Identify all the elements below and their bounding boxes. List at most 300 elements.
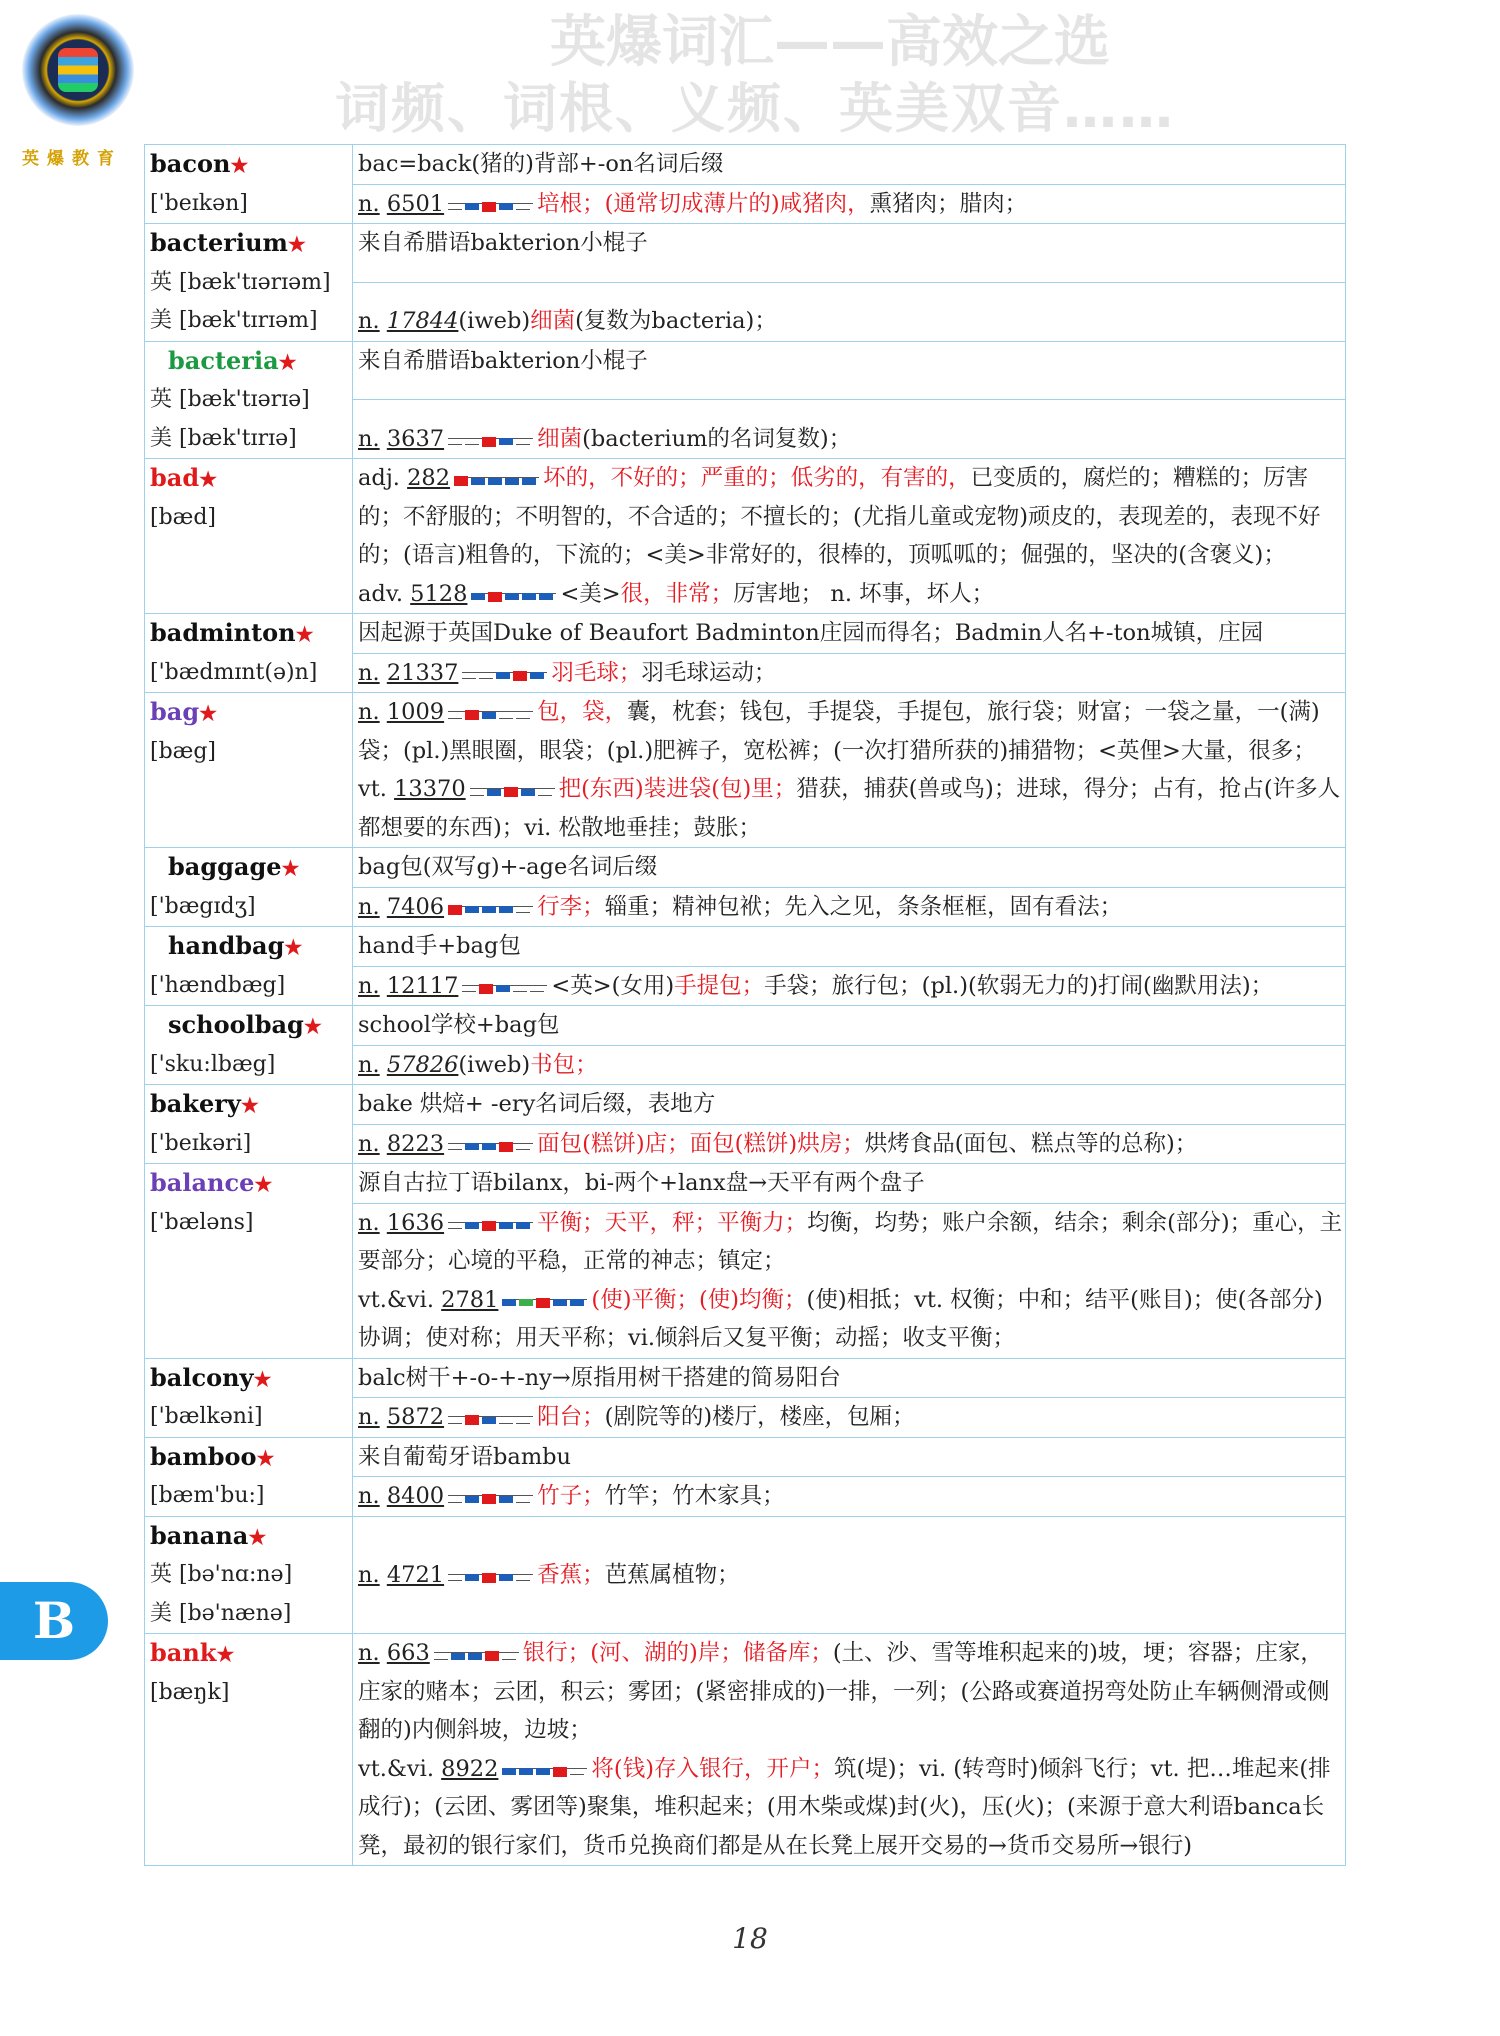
freq-segment (465, 906, 479, 913)
entry-row (145, 848, 1346, 888)
logo-core-icon (58, 48, 98, 92)
freq-segment (482, 712, 496, 719)
freq-segment (448, 1417, 462, 1424)
banner-line-1: 英爆词汇——高效之选 (550, 10, 1110, 75)
phonetic: 美 [bə'nænə] (150, 1600, 292, 1626)
freq-segment (502, 1653, 516, 1660)
phonetic: ['beɪkəri] (150, 1130, 252, 1156)
star-icon: ★ (253, 1366, 272, 1391)
headword (150, 1438, 350, 1478)
pos-label: n. (358, 699, 380, 725)
star-icon: ★ (295, 622, 314, 646)
pos-label: n. (358, 425, 380, 452)
headword-text: bacteria (168, 345, 279, 375)
headword-text: bamboo (150, 1441, 257, 1471)
phonetic: ['bælkəni] (150, 1404, 263, 1429)
freq-segment (465, 710, 479, 720)
extra-senses: 均衡，均势；账户余额，结余；剩余(部分)；重心，主要部分；心境的平稳，正常的神志；镇定； (358, 1209, 1343, 1274)
headword (150, 1359, 350, 1399)
headword (150, 614, 350, 654)
phonetic: 英 [bæk'tɪərɪəm] (150, 269, 331, 295)
freq-segment (499, 712, 513, 719)
headword-cell (145, 459, 353, 614)
headword-cell (145, 1006, 353, 1085)
freq-segment (530, 672, 544, 679)
etymology-cell: bake 烘焙+ -ery名词后缀，表地方 (353, 1085, 1346, 1125)
phonetic: ['hændbæg] (150, 972, 286, 998)
headword (150, 1085, 350, 1125)
frequency-rank: 1636 (386, 1209, 445, 1236)
etymology-cell: 源自古拉丁语bilanx，bi-两个+lanx盘→天平有两个盘子 (353, 1164, 1346, 1204)
star-icon: ★ (240, 1093, 259, 1117)
freq-segment (448, 1574, 462, 1581)
freq-segment (465, 203, 479, 210)
freq-segment (553, 1299, 567, 1306)
headword (150, 1634, 350, 1674)
sense-prefix: (iweb) (458, 308, 531, 334)
headword-cell (145, 1437, 353, 1516)
entry-row (145, 693, 1346, 848)
extra-senses: 筑(堤)；vi. (转弯时)倾斜飞行；vt. 把…堆起来(排成行)；(云团、雾团等)聚集，堆积起来；(用木柴或煤)封(火)，压(火)；(来源于意大利语banca长凳，最初的银行家们，货币兑换商们都是从在长凳上展开交易的→货币交易所→银行) (358, 1755, 1331, 1859)
freq-segment (521, 789, 535, 796)
freq-segment (482, 437, 496, 447)
core-sense: 平衡；天平，秤；平衡力； (537, 1209, 808, 1236)
frequency-rank: 2781 (441, 1286, 499, 1313)
freq-segment (519, 1299, 533, 1306)
freq-segment (482, 1417, 496, 1424)
headword-cell (145, 1634, 353, 1866)
core-sense: 羽毛球； (551, 659, 642, 686)
frequency-rank: 17844 (386, 308, 459, 334)
core-sense: 行李； (537, 893, 605, 920)
extra-senses: (剧院等的)楼厅，楼座，包厢； (604, 1404, 915, 1430)
phonetic: [bæg] (150, 738, 217, 764)
freq-segment (522, 593, 536, 600)
freq-segment (516, 1143, 530, 1150)
headword (150, 1164, 350, 1204)
freq-segment (488, 592, 502, 602)
star-icon: ★ (254, 1172, 273, 1196)
headword-cell (145, 224, 353, 342)
freq-segment (516, 438, 530, 445)
core-sense: 包，袋， (537, 699, 628, 725)
frequency-bar-icon (448, 1479, 533, 1496)
freq-segment (482, 906, 496, 913)
star-icon: ★ (256, 1445, 275, 1470)
headword-text: schoolbag (168, 1010, 304, 1039)
logo (8, 6, 148, 169)
frequency-bar-icon (448, 187, 533, 204)
headword-text: bag (150, 697, 200, 726)
extra-senses: 已变质的，腐烂的；糟糕的；厉害的；不舒服的；不明智的，不合适的；不擅长的；(尤指儿童或宠物)顽皮的，表现差的，表现不好的；(语言)粗鲁的，下流的；<美>非常好的，很棒的，顶呱呱的；倔强的，坚决的(含褒义)； (358, 465, 1321, 568)
etymology-cell: 来自希腊语bakterion小棍子 (353, 341, 1346, 400)
sense-prefix: <英>(女用) (551, 972, 675, 999)
star-icon: ★ (230, 153, 249, 177)
freq-segment (499, 1142, 513, 1152)
headword-cell (145, 1085, 353, 1164)
headword-text: bank (150, 1638, 217, 1667)
definition-cell (353, 1634, 1346, 1866)
core-sense: 很，非常； (620, 580, 734, 607)
watermark-banner (300, 10, 1300, 142)
frequency-rank: 5872 (386, 1404, 445, 1430)
etymology-cell: 来自葡萄牙语bambu (353, 1437, 1346, 1477)
frequency-bar-icon (448, 1558, 533, 1575)
headword (150, 1006, 350, 1046)
frequency-bar-icon (448, 1400, 533, 1417)
frequency-bar-icon (448, 890, 533, 907)
extra-senses: 竹竿；竹木家具； (604, 1483, 785, 1509)
definition-cell (353, 1124, 1346, 1164)
freq-segment (482, 1494, 496, 1504)
core-sense: 银行；(河、湖的)岸；储备库； (522, 1640, 833, 1666)
entry-row (145, 1085, 1346, 1125)
star-icon: ★ (199, 701, 218, 725)
phonetic: [bæŋk] (150, 1679, 230, 1705)
frequency-rank: 4721 (386, 1561, 445, 1588)
freq-segment (499, 1417, 513, 1424)
freq-segment (513, 985, 527, 992)
pos-label: n. (358, 308, 380, 334)
phonetic: ['bæləns] (150, 1209, 254, 1235)
phonetic: ['sku:lbæg] (150, 1051, 276, 1077)
freq-segment (471, 593, 485, 600)
headword-text: badminton (150, 618, 296, 647)
entry-row (145, 459, 1346, 614)
core-sense: 培根；(通常切成薄片的)咸猪肉， (537, 190, 870, 217)
freq-segment (470, 789, 484, 796)
star-icon: ★ (303, 1014, 322, 1038)
headword-text: balcony (150, 1362, 254, 1392)
freq-segment (454, 476, 468, 486)
freq-segment (499, 906, 513, 913)
frequency-rank: 57826 (386, 1051, 459, 1078)
frequency-rank: 3637 (386, 425, 445, 452)
freq-segment (465, 1496, 479, 1503)
pos-label: n. (358, 1561, 380, 1588)
pos-label: n. (358, 893, 380, 920)
freq-segment (505, 478, 519, 485)
frequency-rank: 12117 (386, 972, 459, 999)
freq-segment (519, 1768, 533, 1775)
pos-label: n. (358, 659, 380, 686)
phonetic: 英 [bə'nɑ:nə] (150, 1562, 293, 1587)
entry-row (145, 1006, 1346, 1046)
core-sense: 细菌 (537, 425, 583, 452)
definition-cell (353, 966, 1346, 1006)
headword (150, 927, 350, 967)
pos-label: n. (358, 190, 380, 217)
freq-segment (471, 478, 485, 485)
freq-segment (570, 1768, 584, 1775)
definition-cell (353, 1477, 1346, 1517)
freq-segment (462, 672, 476, 679)
freq-segment (516, 906, 530, 913)
freq-segment (448, 712, 462, 719)
extra-senses: 烘烤食品(面包、糕点等的总称)； (864, 1130, 1198, 1157)
headword-text: bacon (150, 149, 231, 178)
freq-segment (462, 985, 476, 992)
frequency-bar-icon (448, 1127, 533, 1144)
headword-cell (145, 1516, 353, 1634)
frequency-bar-icon (502, 1752, 587, 1769)
star-icon: ★ (278, 349, 297, 374)
extra-senses: 厉害地； n. 坏事，坏人； (733, 580, 995, 607)
extra-senses: 手袋；旅行包；(pl.)(软弱无力的)打闹(幽默用法)； (764, 972, 1274, 999)
frequency-bar-icon (462, 969, 547, 986)
definition-cell (353, 887, 1346, 927)
headword-text: balance (150, 1168, 255, 1197)
star-icon: ★ (199, 467, 218, 491)
entry-row (145, 145, 1346, 185)
freq-segment (465, 1222, 479, 1229)
etymology-cell: 因起源于英国Duke of Beaufort Badminton庄园而得名；Badmin人名+-ton城镇，庄园 (353, 614, 1346, 654)
pos-label: n. (358, 1209, 380, 1236)
core-sense: 手提包； (674, 972, 765, 999)
freq-segment (502, 1768, 516, 1775)
freq-segment (465, 1415, 479, 1425)
frequency-bar-icon (471, 577, 556, 594)
entry-row (145, 341, 1346, 400)
freq-segment (496, 672, 510, 679)
star-icon: ★ (287, 232, 306, 256)
headword-text: bacterium (150, 228, 288, 257)
frequency-bar-icon (462, 656, 547, 673)
freq-segment (448, 905, 462, 915)
freq-segment (448, 1222, 462, 1229)
frequency-rank: 663 (386, 1640, 430, 1666)
definition-cell (353, 1398, 1346, 1438)
entry-row (145, 224, 1346, 283)
frequency-bar-icon (448, 1206, 533, 1223)
freq-segment (538, 789, 552, 796)
entry-row (145, 1358, 1346, 1398)
frequency-rank: 21337 (386, 659, 459, 686)
core-sense: 香蕉； (537, 1561, 605, 1588)
pos-label: adj. (358, 465, 400, 491)
core-sense: 书包； (530, 1051, 598, 1078)
frequency-rank: 7406 (386, 893, 445, 920)
freq-segment (434, 1653, 448, 1660)
frequency-bar-icon (434, 1636, 519, 1653)
headword-cell (145, 341, 353, 459)
freq-segment (488, 478, 502, 485)
freq-segment (499, 1222, 513, 1229)
headword-cell (145, 1358, 353, 1437)
extra-senses: 羽毛球运动； (641, 659, 777, 686)
definition-cell (353, 693, 1346, 848)
freq-segment (536, 1298, 550, 1308)
headword (150, 693, 350, 733)
frequency-bar-icon (448, 695, 533, 712)
headword (150, 145, 350, 185)
freq-segment (499, 1574, 513, 1581)
frequency-rank: 8922 (441, 1755, 499, 1782)
phonetic: [bæd] (150, 504, 217, 530)
headword (150, 1517, 350, 1557)
definition-cell (353, 184, 1346, 224)
core-sense: 面包(糕饼)店；面包(糕饼)烘房； (537, 1130, 865, 1157)
freq-segment (553, 1767, 567, 1777)
banner-line-2: 词频、词根、义频、英美双音…… (335, 77, 1175, 140)
star-icon: ★ (284, 935, 303, 959)
extra-senses: (bacterium的名词复数)； (582, 425, 852, 452)
phonetic: [bæm'bu:] (150, 1483, 265, 1508)
headword-cell (145, 614, 353, 693)
freq-segment (499, 203, 513, 210)
headword-cell (145, 693, 353, 848)
frequency-rank: 13370 (394, 776, 466, 802)
freq-segment (570, 1299, 584, 1306)
pos-label: n. (358, 1640, 380, 1666)
frequency-rank: 6501 (386, 190, 445, 217)
phonetic: 美 [bæk'tɪrɪəm] (150, 308, 318, 333)
freq-segment (516, 1417, 530, 1424)
etymology-cell: bag包(双写g)+-age名词后缀 (353, 848, 1346, 888)
pos-label: n. (358, 1051, 380, 1078)
frequency-rank: 282 (407, 465, 451, 491)
freq-segment (448, 438, 462, 445)
logo-brand: 英爆教育 (22, 149, 122, 169)
freq-segment (448, 203, 462, 210)
headword-text: handbag (168, 931, 285, 960)
etymology-cell: balc树干+-o-+-ny→原指用树干搭建的简易阳台 (353, 1358, 1346, 1398)
pos-label: n. (358, 1130, 380, 1157)
freq-segment (502, 1299, 516, 1306)
freq-segment (499, 438, 513, 445)
core-sense: (使)平衡；(使)均衡； (591, 1286, 807, 1313)
headword-cell (145, 1164, 353, 1359)
pos-label: n. (358, 1483, 380, 1509)
definition-cell (353, 282, 1346, 341)
core-sense: 把(东西)装进袋(包)里； (558, 776, 797, 802)
headword-cell (145, 145, 353, 224)
phonetic: ['beɪkən] (150, 190, 248, 216)
freq-segment (516, 712, 530, 719)
extra-senses: (使)相抵；vt. 权衡；中和；结平(账目)；使(各部分)协调；使对称；用天平称；vi.倾斜后又复平衡；动摇；收支平衡； (358, 1286, 1323, 1351)
freq-segment (536, 1768, 550, 1775)
definition-cell (353, 1203, 1346, 1358)
pos-label: n. (358, 972, 380, 999)
definition-cell (353, 400, 1346, 459)
extra-senses: 熏猪肉；腊肉； (869, 190, 1028, 217)
frequency-rank: 1009 (386, 699, 445, 725)
pos-label: vt.&vi. (358, 1755, 434, 1782)
phonetic: ['bædmɪnt(ə)n] (150, 659, 318, 685)
freq-segment (465, 1143, 479, 1150)
freq-segment (522, 478, 536, 485)
freq-segment (513, 671, 527, 681)
frequency-bar-icon (470, 772, 555, 789)
headword-text: baggage (168, 852, 282, 881)
dictionary-table (144, 144, 1346, 1866)
freq-segment (482, 1573, 496, 1583)
etymology-cell: 来自希腊语bakterion小棍子 (353, 224, 1346, 283)
freq-segment (482, 1143, 496, 1150)
extra-senses: 囊，枕套；钱包，手提袋，手提包，旅行袋；财富；一袋之量，一(满)袋；(pl.)黑眼圈，眼袋；(pl.)肥裤子，宽松裤；(一次打猎所获的)捕猎物；<英俚>大量，很多； (358, 699, 1320, 764)
core-sense: 细菌 (530, 308, 576, 334)
star-icon: ★ (216, 1642, 235, 1666)
freq-segment (451, 1653, 465, 1660)
star-icon: ★ (248, 1524, 267, 1549)
freq-segment (465, 1574, 479, 1581)
headword (150, 224, 350, 264)
freq-segment (465, 438, 479, 445)
frequency-bar-icon (454, 461, 539, 478)
entry-row (145, 927, 1346, 967)
core-sense: 竹子； (537, 1483, 605, 1509)
extra-senses: (土、沙、雪等堆积起来的)坡，埂；容器；庄家，庄家的赌本；云团，积云；雾团；(紧密排成的)一排，一列；(公路或赛道拐弯处防止车辆侧滑或侧翻的)内侧斜坡，边坡； (358, 1640, 1330, 1743)
freq-segment (504, 787, 518, 797)
frequency-rank: 5128 (410, 580, 468, 607)
page-number: 18 (732, 1922, 768, 1955)
freq-segment (448, 1496, 462, 1503)
frequency-rank: 8223 (386, 1130, 445, 1157)
freq-segment (448, 1143, 462, 1150)
definition-cell (353, 1516, 1346, 1634)
headword-cell (145, 927, 353, 1006)
core-sense: 阳台； (537, 1404, 605, 1430)
pos-label: adv. (358, 580, 404, 607)
sense-prefix: <美> (560, 580, 621, 607)
entry-row (145, 1437, 1346, 1477)
freq-segment (482, 1221, 496, 1231)
phonetic: 美 [bæk'tɪrɪə] (150, 425, 297, 451)
headword (150, 848, 350, 888)
headword-text: banana (150, 1520, 249, 1550)
pos-label: vt. (358, 776, 387, 802)
etymology-cell: hand手+bag包 (353, 927, 1346, 967)
freq-segment (516, 1222, 530, 1229)
extra-senses: 辎重；精神包袱；先入之见，条条框框，固有看法； (604, 893, 1123, 920)
frequency-bar-icon (448, 422, 533, 439)
freq-segment (499, 1496, 513, 1503)
freq-segment (516, 1574, 530, 1581)
freq-segment (487, 789, 501, 796)
extra-senses: (复数为bacteria)； (575, 308, 777, 334)
etymology-cell: bac=back(猪的)背部+-on名词后缀 (353, 145, 1346, 185)
headword (150, 342, 350, 382)
headword (150, 459, 350, 499)
pos-label: vt.&vi. (358, 1286, 434, 1313)
entry-row (145, 1634, 1346, 1866)
etymology-cell: school学校+bag包 (353, 1006, 1346, 1046)
freq-segment (516, 1496, 530, 1503)
headword-text: bakery (150, 1089, 241, 1118)
headword-text: bad (150, 463, 200, 492)
freq-segment (468, 1653, 482, 1660)
frequency-rank: 8400 (386, 1483, 445, 1509)
freq-segment (482, 202, 496, 212)
core-sense: 坏的，不好的；严重的；低劣的，有害的， (543, 465, 971, 491)
freq-segment (516, 203, 530, 210)
definition-cell (353, 459, 1346, 614)
phonetic: ['bægɪdʒ] (150, 893, 256, 919)
extra-senses: 猎获，捕获(兽或鸟)；进球，得分；占有，抢占(许多人都想要的东西)；vi. 松散地垂挂；鼓胀； (358, 776, 1341, 841)
freq-segment (539, 593, 553, 600)
letter-tab[interactable]: B (0, 1582, 108, 1660)
entry-row (145, 614, 1346, 654)
sense-prefix: (iweb) (458, 1051, 531, 1078)
definition-cell (353, 653, 1346, 693)
headword-cell (145, 848, 353, 927)
entry-row (145, 1164, 1346, 1204)
star-icon: ★ (281, 856, 300, 880)
frequency-bar-icon (502, 1283, 587, 1300)
freq-segment (485, 1651, 499, 1661)
definition-cell (353, 1045, 1346, 1085)
freq-segment (530, 985, 544, 992)
